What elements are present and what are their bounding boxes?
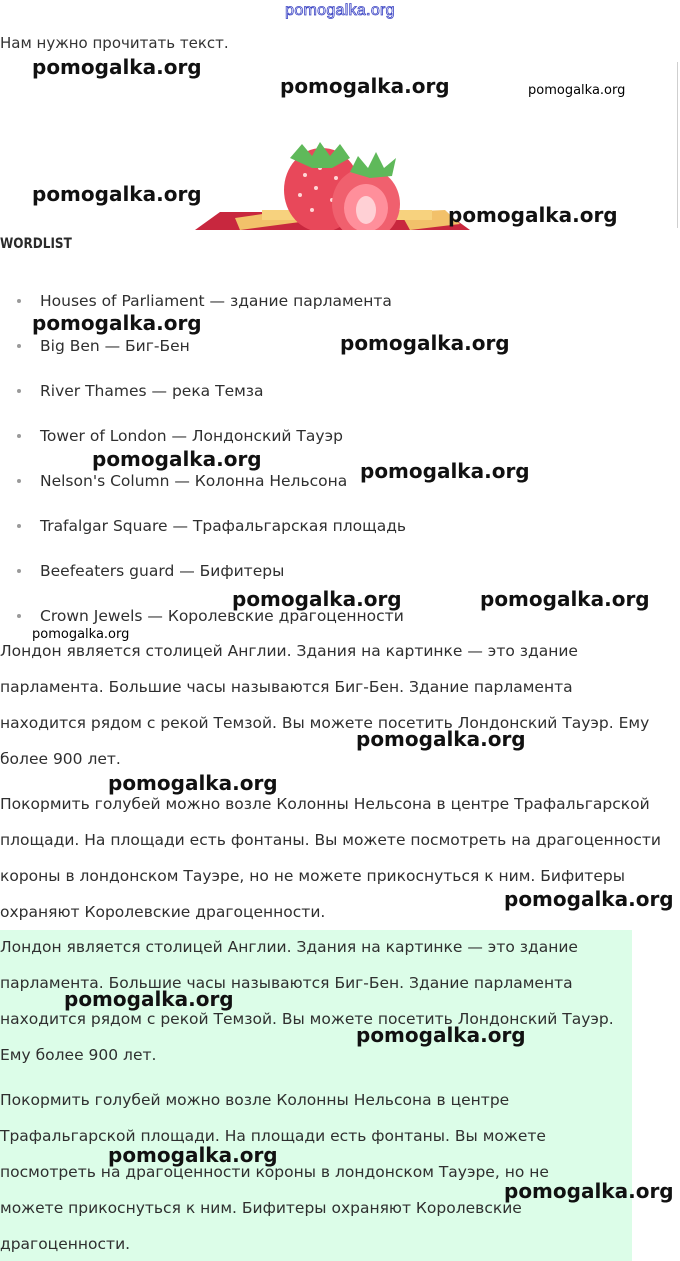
watermark: pomogalka.org bbox=[64, 987, 234, 1011]
watermark: pomogalka.org bbox=[32, 627, 130, 642]
wordlist-item: River Thames — река Темза bbox=[0, 374, 406, 419]
paragraph-1: Лондон является столицей Англии. Здания на картинке — это здание парламента. Большие часы называются Биг-Бен. Здание парламента находится рядом с рекой Темзой. Вы можете посетить Лондонский Тауэр. Ему более 900 лет. bbox=[0, 642, 650, 768]
paragraph-2: Покормить голубей можно возле Колонны Нельсона в центре Трафальгарской площади. На площади есть фонтаны. Вы можете посмотреть на драгоценности короны в лондонском Тауэре, но не можете прикоснуться к ним. Бифитеры охраняют Королевские драгоценности. bbox=[0, 795, 661, 921]
watermark: pomogalka.org bbox=[108, 1143, 278, 1167]
bullet-icon bbox=[17, 344, 21, 348]
bullet-icon bbox=[17, 569, 21, 573]
wordlist-item: Beefeaters guard — Бифитеры bbox=[0, 554, 406, 599]
wordlist-item: Nelson's Column — Колонна Нельсона bbox=[0, 464, 406, 509]
watermark: pomogalka.org bbox=[504, 1179, 674, 1203]
wordlist-title: WORDLIST bbox=[0, 236, 72, 252]
watermark: pomogalka.org bbox=[108, 771, 278, 795]
intro-text: Нам нужно прочитать текст. bbox=[0, 34, 229, 52]
wordlist-item: Houses of Parliament — здание парламента bbox=[0, 284, 406, 329]
bullet-icon bbox=[17, 479, 21, 483]
wordlist-item: Tower of London — Лондонский Тауэр bbox=[0, 419, 406, 464]
top-watermark: pomogalka.org bbox=[285, 2, 395, 19]
watermark: pomogalka.org bbox=[92, 447, 262, 471]
bullet-icon bbox=[17, 434, 21, 438]
watermark: pomogalka.org bbox=[32, 182, 202, 206]
watermark: pomogalka.org bbox=[356, 727, 526, 751]
wordlist-item: Crown Jewels — Королевские драгоценности bbox=[0, 599, 406, 644]
banner-edge bbox=[677, 62, 678, 228]
watermark: pomogalka.org bbox=[360, 459, 530, 483]
bullet-icon bbox=[17, 524, 21, 528]
wordlist-item: Trafalgar Square — Трафальгарская площадь bbox=[0, 509, 406, 554]
bullet-icon bbox=[17, 614, 21, 618]
watermark: pomogalka.org bbox=[448, 203, 618, 227]
bullet-icon bbox=[17, 389, 21, 393]
watermark: pomogalka.org bbox=[280, 74, 450, 98]
watermark: pomogalka.org bbox=[32, 311, 202, 335]
highlighted-paragraph-1: Лондон является столицей Англии. Здания на картинке — это здание парламента. Большие часы называются Биг-Бен. Здание парламента находится рядом с рекой Темзой. Вы можете посетить Лондонский Тауэр. Ему более 900 лет. bbox=[0, 938, 614, 1064]
watermark: pomogalka.org bbox=[340, 331, 510, 355]
watermark: pomogalka.org bbox=[32, 55, 202, 79]
bullet-icon bbox=[17, 299, 21, 303]
wordlist-item: Big Ben — Биг-Бен bbox=[0, 329, 406, 374]
watermark: pomogalka.org bbox=[480, 587, 650, 611]
watermark: pomogalka.org bbox=[528, 83, 626, 98]
highlighted-paragraph-2: Покормить голубей можно возле Колонны Нельсона в центре Трафальгарской площади. На площади есть фонтаны. Вы можете посмотреть на драгоценности короны в лондонском Тауэре, но не можете прикоснуться к ним. Бифитеры охраняют Королевские драгоценности. bbox=[0, 1091, 549, 1253]
watermark: pomogalka.org bbox=[232, 587, 402, 611]
watermark: pomogalka.org bbox=[504, 887, 674, 911]
watermark: pomogalka.org bbox=[356, 1023, 526, 1047]
